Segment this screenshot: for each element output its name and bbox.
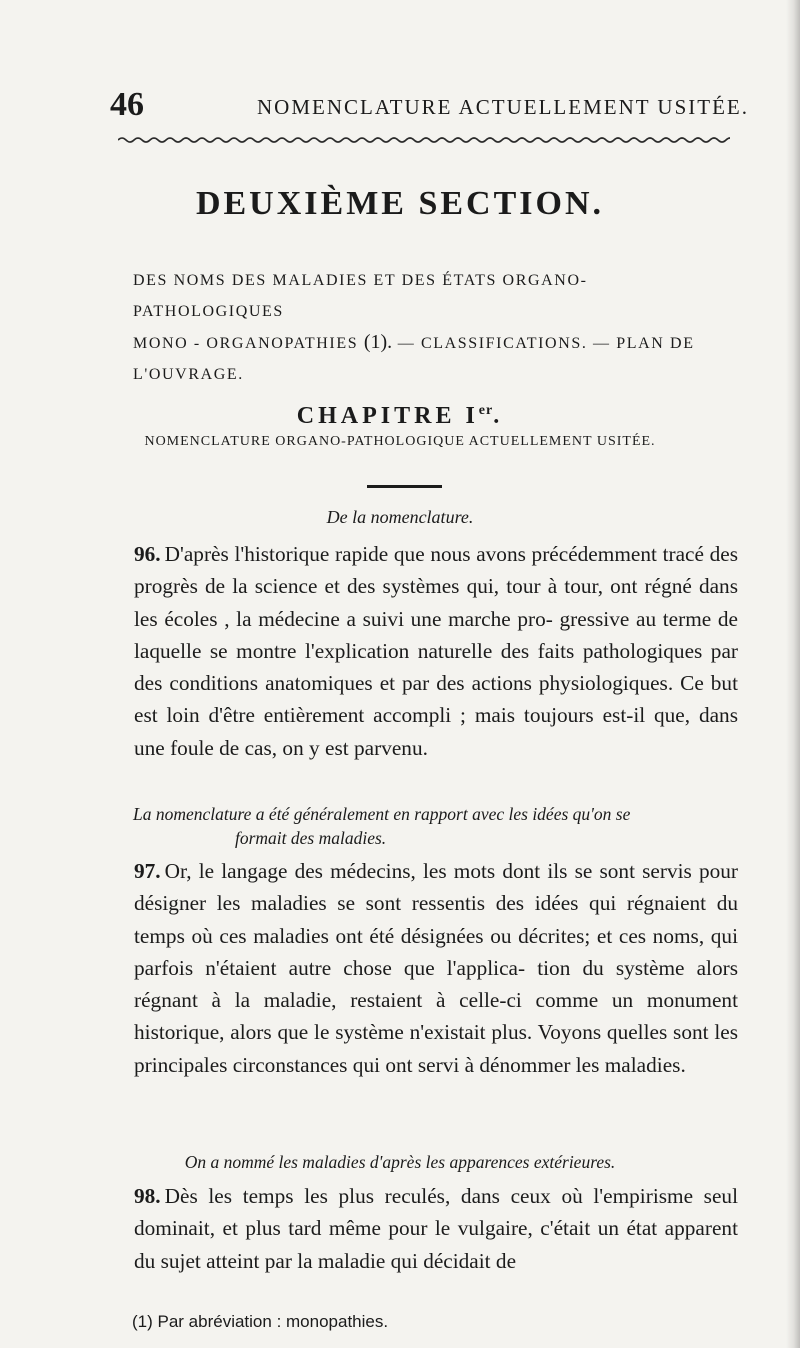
subheading-nomenclature: De la nomenclature. (326, 507, 474, 527)
paragraph-number: 96. (134, 542, 161, 566)
page-number: 46 (110, 86, 144, 123)
section-description-line: DES NOMS DES MALADIES ET DES ÉTATS ORGANO-PATHOLOGIQUES (133, 272, 588, 320)
paragraph-text: Dès les temps les plus reculés, dans ceux où l'empirisme seul dominait, et plus tard même pour le vulgaire, c'était un état apparent du sujet atteint par la maladie qui décidait de (134, 1184, 738, 1273)
subheading-line: La nomenclature a été généralement en rapport avec les idées qu'on se (133, 804, 631, 824)
paragraph-97 (134, 855, 738, 1081)
paragraph-text: D'après l'historique rapide que nous avons précédemment tracé des progrès de la science et des systèmes qui, tour à tour, ont régné dans les écoles , la médecine a suivi une marche pro- gressive au terme de laquelle se montre l'explication naturelle des faits pathologiques par des conditions anatomiques et par des actions physiologiques. Ce but est loin d'être entièrement accompli ; mais toujours est-il que, dans une foule de cas, on y est parvenu. (134, 542, 738, 760)
section-title: DEUXIÈME SECTION. (195, 185, 605, 222)
section-description-line: L'OUVRAGE. (133, 366, 244, 383)
section-description-line (133, 327, 733, 359)
chapter-title-period: . (493, 403, 504, 429)
subheading-line: formait des maladies. (235, 828, 387, 848)
chapter-subtitle: NOMENCLATURE ORGANO-PATHOLOGIQUE ACTUELLEMENT USITÉE. (144, 434, 656, 449)
paragraph-98 (134, 1180, 738, 1277)
paragraph-number: 97. (134, 859, 161, 883)
paragraph-96 (134, 538, 738, 764)
ornamental-rule (118, 136, 730, 144)
section-description (133, 265, 733, 390)
subheading-apparences: On a nommé les maladies d'après les apparences extérieures. (184, 1152, 616, 1172)
running-head (110, 86, 749, 128)
chapter-title-superscript: er (478, 403, 494, 418)
running-title: NOMENCLATURE ACTUELLEMENT USITÉE. (257, 95, 749, 119)
section-description-text: — CLASSIFICATIONS. — PLAN DE (392, 335, 695, 352)
chapter-title-text: CHAPITRE I (296, 403, 479, 429)
divider-rule (367, 485, 442, 488)
footnote-reference: (1). (363, 331, 393, 353)
paragraph-text: Or, le langage des médecins, les mots dont ils se sont servis pour désigner les maladies se sont ressentis des idées qui régnaient du temps où ces maladies ont été désignées ou décrites; et ces noms, qui parfois n'étaient autre chose que l'applica- tion du système alors régnant à la maladie, restaient à celle-ci comme un monument historique, alors que le système n'existait plus. Voyons quelles sont les principales circonstances qui ont servi à dénommer les maladies. (134, 859, 738, 1077)
chapter-title (0, 397, 800, 430)
paragraph-number: 98. (134, 1184, 161, 1208)
section-description-text: MONO - ORGANOPATHIES (133, 335, 364, 352)
footnote: (1) Par abréviation : monopathies. (132, 1312, 389, 1331)
subheading-rapport (133, 802, 733, 850)
